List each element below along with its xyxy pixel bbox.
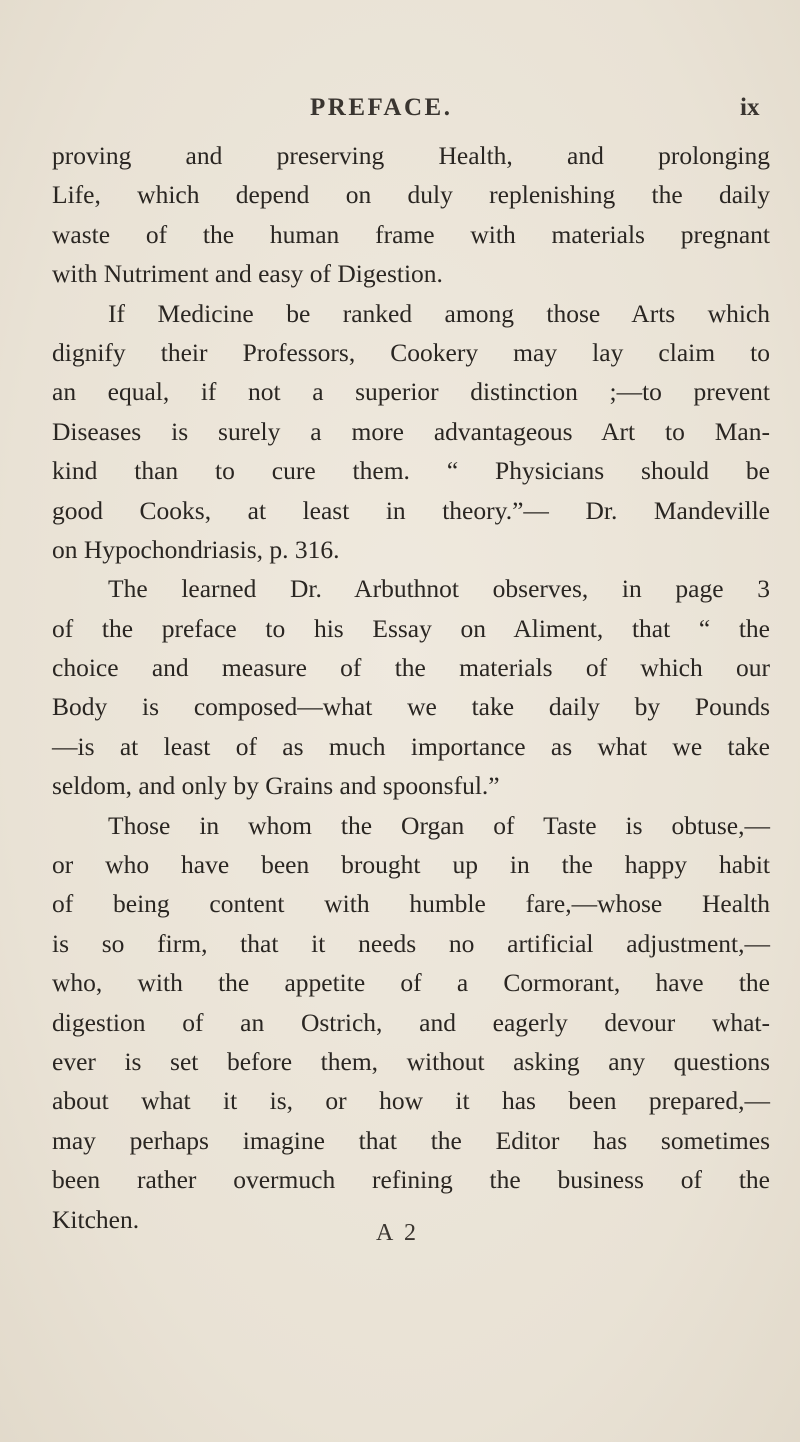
text-line: or who have been brought up in the happy habit — [52, 850, 770, 880]
text-line: seldom, and only by Grains and spoonsful.” — [52, 771, 500, 801]
text-line: proving and preserving Health, and prolonging — [52, 141, 770, 170]
text-line: dignify their Professors, Cookery may lay claim to — [52, 337, 770, 367]
text-line: Those in whom the Organ of Taste is obtuse,— — [108, 810, 770, 840]
running-head: PREFACE. — [310, 94, 453, 121]
text-line: good Cooks, at least in theory.”— Dr. Mandeville — [52, 495, 770, 525]
text-line: is so firm, that it needs no artificial adjustment,— — [52, 928, 770, 958]
text-line: digestion of an Ostrich, and eagerly devour what- — [52, 1007, 770, 1037]
text-line: Diseases is surely a more advantageous Art to Man- — [52, 416, 770, 446]
text-line: may perhaps imagine that the Editor has sometimes — [52, 1125, 770, 1155]
text-line: who, with the appetite of a Cormorant, have the — [52, 968, 770, 998]
text-line: of the preface to his Essay on Aliment, that “ the — [52, 613, 770, 643]
signature-mark: A 2 — [376, 1220, 420, 1246]
text-line: with Nutriment and easy of Digestion. — [52, 259, 443, 289]
text-line: Life, which depend on duly replenishing the daily — [52, 180, 770, 210]
text-line: of being content with humble fare,—whose Health — [52, 889, 770, 919]
text-line: been rather overmuch refining the business of the — [52, 1165, 770, 1195]
text-line: about what it is, or how it has been prepared,— — [52, 1086, 770, 1116]
page-number: ix — [740, 94, 760, 121]
text-line: waste of the human frame with materials pregnant — [52, 219, 770, 249]
body-text — [52, 136, 770, 1239]
text-line: on Hypochondriasis, p. 316. — [52, 534, 340, 564]
text-line: ever is set before them, without asking any questions — [52, 1046, 770, 1076]
text-line: Body is composed—what we take daily by Pounds — [52, 692, 770, 722]
text-line: If Medicine be ranked among those Arts which — [108, 298, 770, 328]
text-line: Kitchen. — [52, 1204, 140, 1234]
text-line: —is at least of as much importance as what we take — [52, 731, 770, 761]
text-line: choice and measure of the materials of which our — [52, 653, 770, 683]
text-line: The learned Dr. Arbuthnot observes, in page 3 — [108, 574, 770, 604]
text-line: kind than to cure them. “ Physicians should be — [52, 456, 770, 486]
page-header — [0, 94, 800, 134]
text-line: an equal, if not a superior distinction ;—to prevent — [52, 377, 770, 407]
